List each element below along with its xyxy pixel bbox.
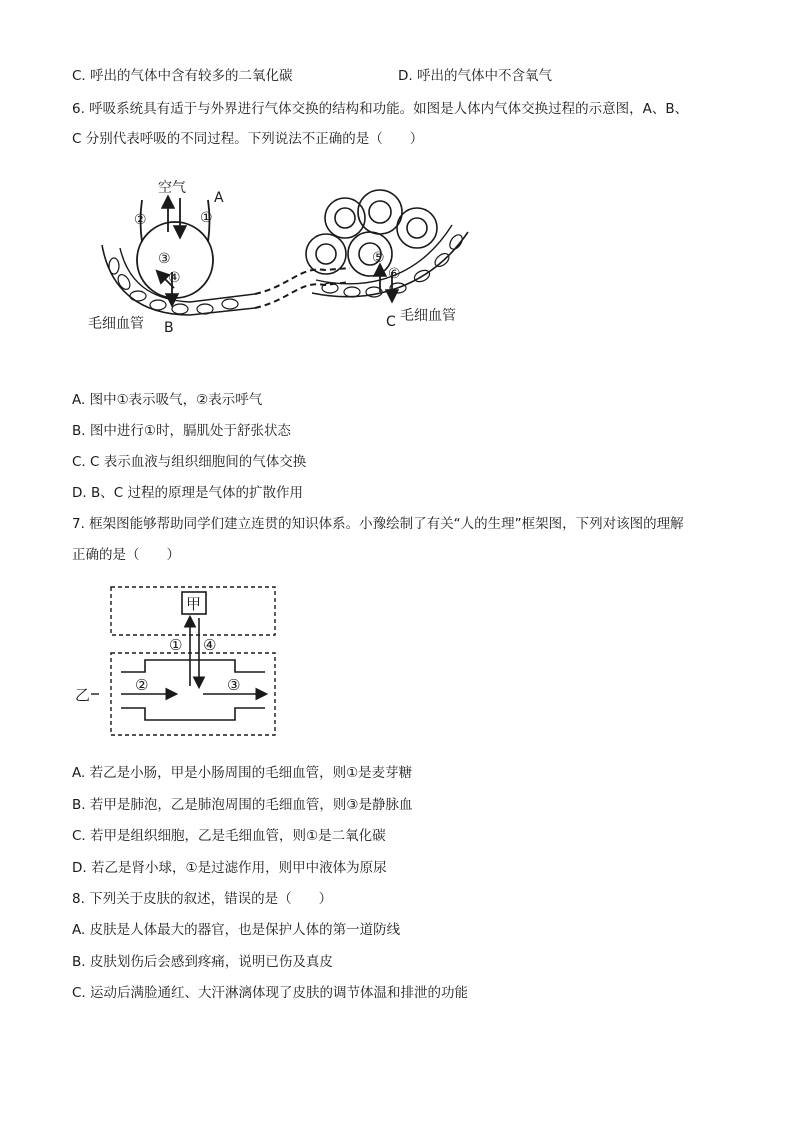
num-6: ⑥ [388,266,401,282]
num-1: ① [200,210,213,226]
label-b: B [164,320,174,336]
q6-stem-line1: 6. 呼吸系统具有适于与外界进行气体交换的结构和功能。如图是人体内气体交换过程的示意图，A、B、 [72,101,689,117]
capillary-label-left: 毛细血管 [88,316,144,332]
num-2: ② [134,212,147,228]
q6-gas-exchange-figure [80,170,480,340]
capillary-label-right: 毛细血管 [400,308,456,324]
q7-stem-line2: 正确的是（ ） [72,547,180,563]
q8-stem: 8. 下列关于皮肤的叙述，错误的是（ ） [72,891,333,907]
num-2: ② [135,676,149,694]
q5-option-c: C. 呼出的气体中含有较多的二氧化碳 [72,68,293,84]
q5-option-d: D. 呼出的气体中不含氧气 [398,68,552,84]
q6-option-c: C. C 表示血液与组织细胞间的气体交换 [72,454,307,470]
num-3: ③ [158,251,171,267]
q8-option-a: A. 皮肤是人体最大的器官，也是保护人体的第一道防线 [72,922,401,938]
label-c: C [386,314,396,330]
q7-option-d: D. 若乙是肾小球，①是过滤作用，则甲中液体为原尿 [72,860,387,876]
tube-lower-wall [121,708,265,720]
q7-option-c: C. 若甲是组织细胞，乙是毛细血管，则①是二氧化碳 [72,828,386,844]
num-3: ③ [227,676,241,694]
q6-stem-line2: C 分别代表呼吸的不同过程。下列说法不正确的是（ ） [72,131,424,147]
num-1: ① [169,636,183,654]
yi-label: 乙 [75,686,91,704]
q6-option-a: A. 图中①表示吸气，②表示呼气 [72,392,263,408]
q6-option-d: D. B、C 过程的原理是气体的扩散作用 [72,485,303,501]
q7-option-a: A. 若乙是小肠，甲是小肠周围的毛细血管，则①是麦芽糖 [72,765,413,781]
jia-label: 甲 [186,595,202,613]
connecting-vessel [255,282,350,308]
num-5: ⑤ [372,250,385,266]
tube-upper-wall [121,660,265,672]
q7-option-b: B. 若甲是肺泡，乙是肺泡周围的毛细血管，则③是静脉血 [72,797,413,813]
num-4: ④ [203,636,217,654]
q8-option-b: B. 皮肤划伤后会感到疼痛，说明已伤及真皮 [72,954,333,970]
alveolus [137,222,213,298]
red-blood-cells [109,258,238,314]
q7-framework-figure [75,580,285,740]
air-label: 空气 [158,180,186,196]
num-4: ④ [168,270,181,286]
label-a: A [214,190,224,206]
q6-option-b: B. 图中进行①时，膈肌处于舒张状态 [72,423,291,439]
q7-stem-line1: 7. 框架图能够帮助同学们建立连贯的知识体系。小豫绘制了有关“人的生理”框架图，下列对该图的理解 [72,516,684,532]
q8-option-c: C. 运动后满脸通红、大汗淋漓体现了皮肤的调节体温和排泄的功能 [72,985,469,1001]
